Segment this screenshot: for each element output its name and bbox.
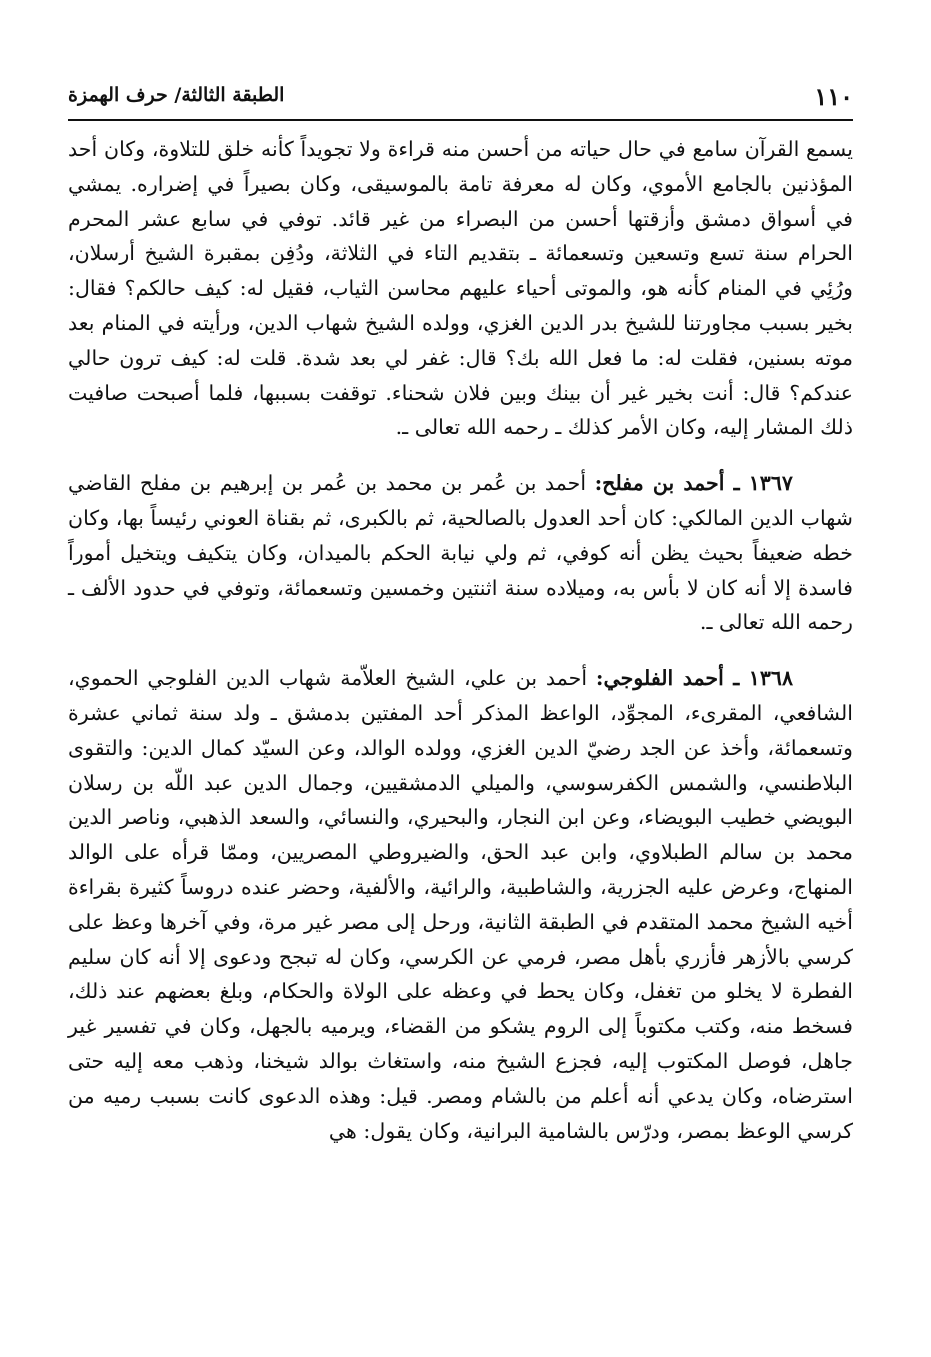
paragraph-continuation [68,132,853,445]
paragraph-spacer [68,445,853,466]
entry-heading: ١٣٦٧ ـ أحمد بن مفلح: [594,471,793,496]
entry-1368 [68,661,853,1148]
body-text [68,132,853,1148]
header-rule [68,119,853,121]
entry-1367 [68,466,853,640]
page-number: ١١٠ [814,82,853,111]
entry-text: أحمد بن علي، الشيخ العلاّمة شهاب الدين الفلوجي الحموي، الشافعي، المقرىء، المجوِّد، الواعظ المذكر أحد المفتين بدمشق ـ ولد سنة ثماني عشرة وتسعمائة، وأخذ عن الجد رضيّ الدين الغزي، وولده الوالد، وعن السيّد كمال الدين: والتقوى البلاطنسي، والشمس الكفرسوسي، والميلي الدمشقيين، وجمال الدين عبد اللّه بن رسلان البويضي خطيب البويضاء، وعن ابن النجار، والبحيري، والنسائي، والسعد الذهبي، وناصر الدين محمد بن سالم الطبلاوي، وابن عبد الحق، والضيروطي المصريين، وممّا قرأه على الوالد المنهاج، وعرض عليه الجزرية، والشاطبية، والرائية، والألفية، وحضر عنده دروساً كثيرة بقراءة أخيه الشيخ محمد المتقدم في الطبقة الثانية، ورحل إلى مصر غير مرة، وفي آخرها وعظ على كرسي بالأزهر فأزري بأهل مصر، فرمي عن الكرسي، وكان له تبجح ودعوى إلا أنه كان سليم الفطرة لا يخلو من تغفل، وكان يحط في وعظه على الولاة والحكام، وبلغ بعضهم عند ذلك، فسخط منه، وكتب مكتوباً إلى الروم يشكو من القضاء، ويرميه بالجهل، وكان في تفسير غير جاهل، فوصل المكتوب إليه، فجزع الشيخ منه، واستغاث بوالد شيخنا، وذهب معه إليه حتى استرضاه، وكان يدعي أنه أعلم من بالشام ومصر. قيل: وهذه الدعوى كانت بسبب رميه من كرسي الوعظ بمصر، ودرّس بالشامية البرانية، وكان يقول: هي [68,666,853,1143]
running-title: الطبقة الثالثة/ حرف الهمزة [68,84,285,106]
entry-heading: ١٣٦٨ ـ أحمد الفلوجي: [595,666,794,691]
page-header [68,78,853,118]
paragraph-text: يسمع القرآن سامع في حال حياته من أحسن منه قراءة ولا تجويداً كأنه خلق للتلاوة، وكان أحد المؤذنين بالجامع الأموي، وكان له معرفة تامة بالموسيقى، وكان بصيراً في إضراره. يمشي في أسواق دمشق وأزقتها أحسن من البصراء من غير قائد. توفي في سابع عشر المحرم الحرام سنة تسع وتسعين وتسعمائة ـ بتقديم التاء في الثلاثة، ودُفِن بمقبرة الشيخ أرسلان، ورُئِي في المنام كأنه هو، والموتى أحياء عليهم محاسن الثياب، فقيل له: كيف حالكم؟ فقال: بخير بسبب مجاورتنا للشيخ بدر الدين الغزي، وولده الشيخ شهاب الدين، ورأيته في المنام بعد موته بسنين، فقلت له: ما فعل الله بك؟ قال: غفر لي بعد شدة. قلت له: كيف ترون حالي عندكم؟ قال: أنت بخير غير أن بينك وبين فلان شحناء. توقفت بسببها، فلما أصبحت صافيت ذلك المشار إليه، وكان الأمر كذلك ـ رحمه الله تعالى ـ. [68,137,853,440]
entry-text: أحمد بن عُمر بن محمد بن عُمر بن إبرهيم بن مفلح القاضي شهاب الدين المالكي: كان أحد العدول بالصالحية، ثم بالكبرى، ثم بقناة العوني رئيساً بها، وكان خطه ضعيفاً بحيث يظن أنه كوفي، ثم ولي نيابة الحكم بالميدان، وكان يتكيف ويتخيل أموراً فاسدة إلا أنه كان لا بأس به، وميلاده سنة اثنتين وخمسين وتسعمائة، وتوفي في حدود الألف ـ رحمه الله تعالى ـ. [68,471,853,635]
paragraph-spacer [68,640,853,661]
